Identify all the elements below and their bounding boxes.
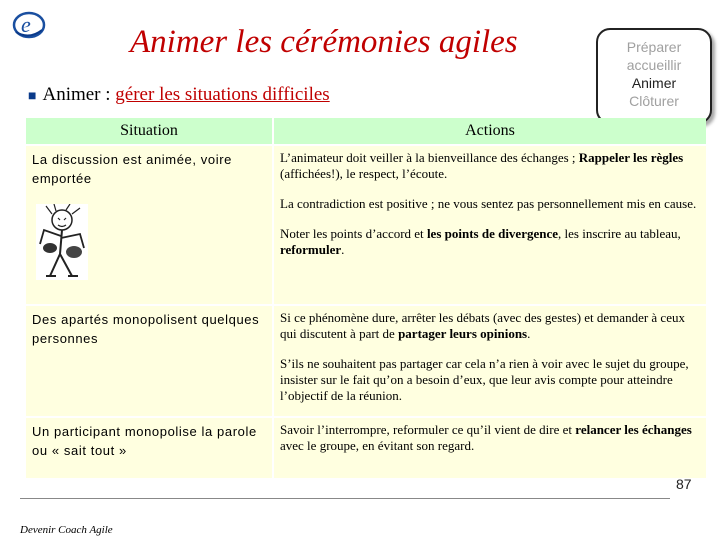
section-subtitle [28, 84, 330, 106]
agenda-item-close: Clôturer [629, 93, 679, 109]
table-row-1-actions [274, 146, 706, 304]
action-paragraph: S’ils ne souhaitent pas partager car cela n’a rien à voir avec le sujet du groupe, insister sur le fait qu’on a besoin d’eux, que leur avis compte pour atteindre l’objectif de la réunion. [280, 356, 689, 403]
table-row-2-actions [274, 306, 706, 416]
action-paragraph: Si ce phénomène dure, arrêter les débats (avec des gestes) et demander à ceux qui discutent à part de partager leurs opinions. [280, 310, 685, 341]
page-number: 87 [676, 476, 692, 492]
column-header-actions: Actions [274, 118, 706, 144]
e-logo-icon [12, 10, 46, 40]
action-paragraph: Noter les points d’accord et les points de divergence, les inscrire au tableau, reformuler. [280, 226, 681, 257]
page-title: Animer les cérémonies agiles [130, 24, 518, 60]
agitated-person-cartoon [36, 204, 88, 280]
subtitle-highlight: gérer les situations difficiles [115, 84, 330, 105]
agenda-item-prepare: Préparer [626, 39, 682, 55]
action-paragraph: L’animateur doit veiller à la bienveillance des échanges ; Rappeler les règles (affichées!), le respect, l’écoute. [280, 150, 684, 181]
situation-text: La discussion est animée, voire emportée [32, 152, 232, 186]
agenda-item-animate: Animer [631, 75, 677, 91]
table-row-2-situation [26, 306, 272, 416]
footer-text: Devenir Coach Agile [20, 524, 113, 536]
subtitle-prefix: Animer : [42, 84, 116, 105]
situation-text: Des apartés monopolisent quelques personnes [32, 312, 260, 346]
situation-text: Un participant monopolise la parole ou « sait tout » [32, 424, 257, 458]
agenda-item-welcome: accueillir [626, 57, 682, 73]
agenda-box [596, 28, 712, 124]
column-header-situation: Situation [26, 118, 272, 144]
action-paragraph: La contradiction est positive ; ne vous sentez pas personnellement mis en cause. [280, 196, 697, 211]
action-paragraph: Savoir l’interrompre, reformuler ce qu’il vient de dire et relancer les échanges avec le groupe, en évitant son regard. [280, 422, 692, 453]
svg-text:e: e [21, 12, 31, 37]
square-bullet-icon: ■ [28, 89, 37, 104]
table-row-3-actions [274, 418, 706, 478]
table-row-3-situation [26, 418, 272, 478]
footer-divider [20, 498, 670, 499]
